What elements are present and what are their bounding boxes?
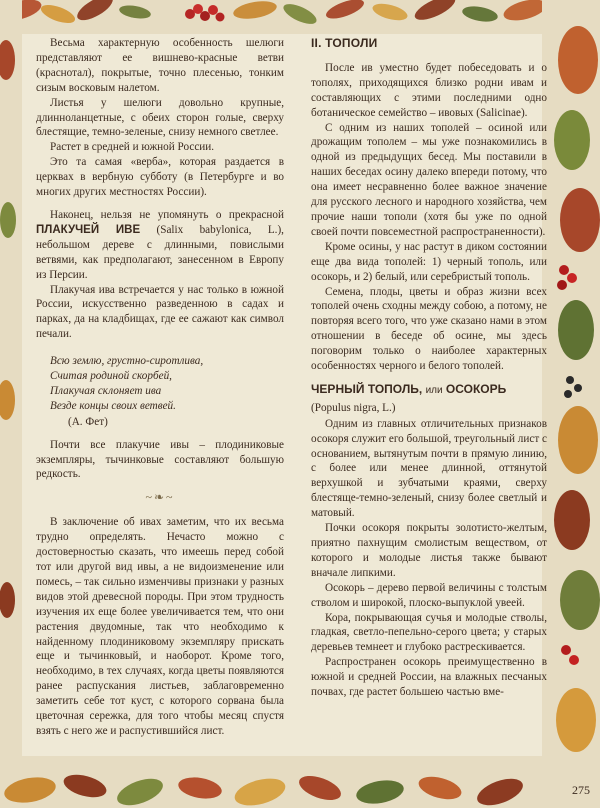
black-poplar-latin: (Populus nigra, L.) bbox=[311, 401, 396, 414]
poem-line: Считая родиной скорбей, bbox=[50, 370, 172, 383]
willow-conclusion: В заключение об ивах заметим, что их весьма трудно определять. Нечасто можно с достоверностью сказать, что имеешь перед собой тот или другой вид ивы, а не видоизменение или помесь, – так сильно изменчивы признаки у разных видов этой древесной породы. При этом трудность изучения их еще более увеличивается тем, что они растения двудомные, так что необходимо к найденному плодиниковому экземпляру прискать еще и тычинковый, и наоборот. Кроме того, необходимо, в тех случаях, когда цветы появляются ранее распускания листьев, заблаговременно заметить себе тот куст, с которого сорвана была цветочная сережка, для того чтобы месяц спустя взять с него же и распустившийся лист. bbox=[36, 516, 284, 737]
right-column bbox=[311, 36, 547, 700]
left-column bbox=[36, 36, 284, 739]
black-poplar-range: Распространен осокорь преимущественно в южной и средней России, на влажных песчаных почвах, где растет большею частью вме- bbox=[311, 656, 547, 699]
black-poplar-leaf: Одним из главных отличительных признаков осокоря служит его большой, треугольный лист с основанием, вытянутым почти в прямую линию, с более или менее длинной, оттянутой верхушкой и зубчатыми краями, сверху блестяще-темно-зеленый, снизу более светлый и матовый. bbox=[311, 417, 547, 520]
weeping-willow-intro bbox=[36, 208, 284, 283]
poem bbox=[50, 354, 284, 430]
poplar-species: Кроме осины, у нас растут в диком состоянии еще два вида тополей: 1) черный тополь, или осокорь, и 2) белый, или серебристый тополь. bbox=[311, 240, 547, 283]
shelyuga-description: Весьма характерную особенность шелюги представляют ее вишнево-красные ветви (краснотал), покрытые, точно плесенью, тонким сизым восковым налетом. bbox=[36, 37, 284, 94]
leaf-border-top bbox=[0, 0, 600, 34]
willow-intro-rest: (Salix babylonica, L.), небольшом дереве с длинными, повислыми ветвями, как предполагают, занесенном в Европу из Персии. bbox=[36, 223, 284, 281]
page-number: 275 bbox=[572, 783, 590, 797]
black-poplar-title: ЧЕРНЫЙ ТОПОЛЬ, bbox=[311, 381, 423, 396]
poem-line: Везде концы своих ветвей. bbox=[50, 399, 176, 412]
black-poplar-alt-name: ОСОКОРЬ bbox=[445, 381, 507, 396]
aspen-note: С одним из наших тополей – осиной или дрожащим тополем – мы уже познакомились в одной из предыдущих бесед. Мы поставили в наших беседах осину далеко впереди потому, что она имеет несравненно более важное значение для русского лесного и народного хозяйства, чем прочие наши тополи (хотя бы уже по одной своей почти повсеместной распространенности). bbox=[311, 121, 547, 238]
poem-line: Всю землю, грустно-сиротлива, bbox=[50, 355, 204, 368]
black-poplar-heading bbox=[311, 382, 547, 399]
shelyuga-leaves: Листья у шелюги довольно крупные, длинноланцетные, с обеих сторон голые, сверху блестящие, темно-зеленые, снизу немного светлее. bbox=[36, 96, 284, 139]
ornament-divider: ~❧~ bbox=[145, 490, 175, 505]
poem-line: Плакучая склоняет ива bbox=[50, 384, 162, 397]
leaf-border-left bbox=[0, 0, 22, 808]
poem-author: (А. Фет) bbox=[68, 415, 108, 428]
weeping-willow-note: Почти все плакучие ивы – плодиниковые экземпляры, тычинковые составляют большую редкость. bbox=[36, 438, 284, 481]
weeping-willow-range: Плакучая ива встречается у нас только в южной России, искусственно разведенною в садах и парках, да на кладбищах, где ее сажают как символ печали. bbox=[36, 283, 284, 341]
leaf-border-bottom bbox=[0, 756, 600, 808]
willow-intro-text: Наконец, нельзя не упомянуть о прекрасной bbox=[50, 208, 284, 221]
poplar-similarity: Семена, плоды, цветы и образ жизни всех тополей очень сходны между собою, а потому, не повторяя всего того, что уже сказано нами в этом отношении в беседе об осине, мы здесь поговорим только о наиболее характерных особенностях черного и белого тополей. bbox=[311, 285, 547, 373]
poplar-intro: После ив уместно будет побеседовать и о тополях, приходящихся близко родни ивам и составляющих с этими последними одно ботаническое семейство – ивовых (Salicinae). bbox=[311, 61, 547, 119]
weeping-willow-heading: ПЛАКУЧЕЙ ИВЕ bbox=[36, 223, 141, 236]
black-poplar-size: Осокорь – дерево первой величины с толстым стволом и широкой, плоско-выпуклой увеей. bbox=[311, 581, 547, 609]
black-poplar-buds: Почки осокоря покрыты золотисто-желтым, приятно пахнущим смолистым веществом, от которого и молодые листья также бывают вначале липкими. bbox=[311, 522, 547, 579]
black-poplar-or: или bbox=[425, 384, 443, 396]
black-poplar-bark: Кора, покрывающая сучья и молодые стволы, гладкая, светло-пепельно-серого цвета; у старых деревьев темнеет и глубоко растрескивается. bbox=[311, 611, 547, 654]
section-title: II. ТОПОЛИ bbox=[311, 36, 378, 50]
leaf-border-right bbox=[542, 0, 600, 808]
shelyuga-range: Растет в средней и южной России. bbox=[50, 141, 215, 154]
verba-note: Это та самая «верба», которая раздается в церквах в вербную субботу (в Петербурге и во многих других местностях России). bbox=[36, 156, 284, 199]
